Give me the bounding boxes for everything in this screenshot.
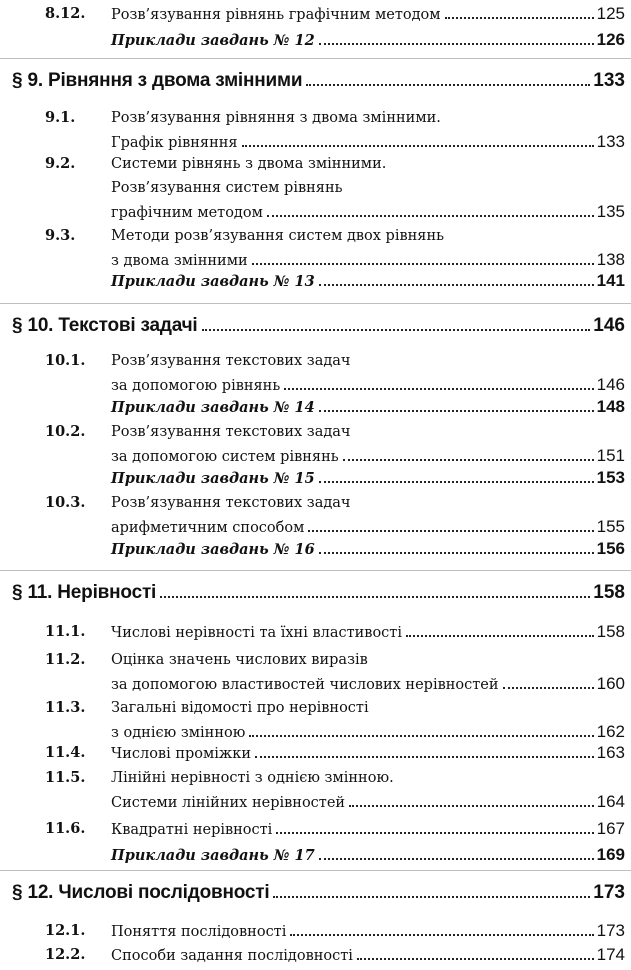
toc-examples-entry[interactable] [111,269,625,294]
subsection-title-text: Методи розв’язування систем двох рівнянь [111,228,445,244]
subsection-title-line [111,672,625,697]
subsection-title-line [111,200,625,225]
dot-leader [308,529,593,532]
dot-leader [276,831,593,834]
dot-leader [160,595,590,598]
subsection-number: 10.3. [45,494,86,511]
section-divider [0,303,631,304]
section-divider [0,570,631,571]
page-number: 169 [596,845,625,864]
page-number: 138 [596,250,625,269]
toc-examples-entry[interactable] [111,395,625,420]
dot-leader [202,328,591,331]
toc-examples-entry[interactable] [111,466,625,491]
dot-leader [319,857,594,860]
examples-title: Приклади завдань № 16 [111,541,315,558]
page-number: 174 [596,945,625,964]
subsection-title-text: Розв’язування систем рівнянь [111,180,343,196]
page-number: 141 [596,271,625,290]
toc-subsection-entry[interactable] [45,919,625,943]
toc-subsection-entry[interactable] [45,766,625,814]
subsection-title-line [111,152,625,176]
subsection-number: 11.3. [45,699,86,716]
dot-leader [349,804,594,807]
dot-leader [445,16,594,19]
subsection-title-line [111,696,625,720]
dot-leader [319,409,594,412]
dot-leader [357,957,594,960]
page-number: 126 [596,30,625,49]
dot-leader [319,42,594,45]
subsection-number: 11.5. [45,769,86,786]
section-divider [0,58,631,59]
toc-section-entry[interactable] [12,582,625,604]
page-number: 135 [596,202,625,221]
toc-examples-entry[interactable] [111,28,625,53]
subsection-title-line [111,919,625,944]
page-number: 133 [593,70,625,91]
toc-subsection-entry[interactable] [45,817,625,841]
dot-leader [406,634,594,637]
dot-leader [319,480,594,483]
subsection-title-line [111,620,625,645]
toc-section-entry[interactable] [12,70,625,92]
dot-leader [249,734,593,737]
page-number: 160 [596,674,625,693]
subsection-title-text: Системи лінійних нерівностей [111,795,346,811]
subsection-title-line [111,491,625,515]
toc-examples-entry[interactable] [111,843,625,868]
subsection-number: 10.1. [45,352,86,369]
toc-subsection-entry[interactable] [45,620,625,644]
page-number: 148 [596,397,625,416]
dot-leader [242,144,594,147]
section-title: § 10. Текстові задачі [12,315,198,336]
subsection-title-line [111,648,625,672]
dot-leader [273,895,590,898]
toc-examples-entry[interactable] [111,537,625,562]
examples-title: Приклади завдань № 17 [111,847,315,864]
examples-title: Приклади завдань № 14 [111,399,315,416]
subsection-title-text: за допомогою систем рівнянь [111,449,339,465]
dot-leader [252,262,594,265]
subsection-title-text: Загальні відомості про нерівності [111,700,369,716]
dot-leader [503,686,594,689]
examples-title: Приклади завдань № 12 [111,32,315,49]
dot-leader [290,933,593,936]
page-number: 153 [596,468,625,487]
examples-title: Приклади завдань № 15 [111,470,315,487]
page-number: 125 [596,4,625,23]
subsection-number: 12.2. [45,946,86,963]
subsection-title-text: Числові нерівності та їхні властивості [111,625,402,641]
subsection-title-line [111,349,625,373]
toc-section-entry[interactable] [12,882,625,904]
page-number: 155 [596,517,625,536]
dot-leader [255,755,594,758]
toc-subsection-entry[interactable] [45,152,625,224]
subsection-number: 11.6. [45,820,86,837]
subsection-title-text: за допомогою рівнянь [111,378,281,394]
section-title: § 9. Рівняння з двома змінними [12,70,303,91]
subsection-title-line [111,790,625,815]
page-number: 151 [596,446,625,465]
subsection-title-text: за допомогою властивостей числових нерівностей [111,677,499,693]
page-number: 173 [596,921,625,940]
toc-section-entry[interactable] [12,315,625,337]
subsection-number: 8.12. [45,5,86,22]
toc-subsection-entry[interactable] [45,943,625,967]
section-title: § 12. Числові послідовності [12,882,270,903]
subsection-title-text: Розв’язування текстових задач [111,424,351,440]
subsection-title-text: Числові проміжки [111,746,252,762]
subsection-title-line [111,2,625,27]
subsection-number: 12.1. [45,922,86,939]
subsection-title-text: Розв’язування рівняння з двома змінними. [111,110,441,126]
subsection-title-text: Графік рівняння [111,135,238,151]
subsection-title-text: Розв’язування текстових задач [111,353,351,369]
dot-leader [319,283,594,286]
dot-leader [306,83,590,86]
toc-subsection-entry[interactable] [45,2,625,26]
subsection-number: 11.1. [45,623,86,640]
subsection-title-text: Квадратні нерівності [111,822,273,838]
page-number: 164 [596,792,625,811]
dot-leader [284,387,593,390]
page-number: 158 [596,622,625,641]
toc-subsection-entry[interactable] [45,349,625,397]
subsection-title-text: Лінійні нерівності з однією змінною. [111,770,394,786]
subsection-title-text: з двома змінними [111,253,248,269]
examples-title: Приклади завдань № 13 [111,273,315,290]
subsection-title-text: Розв’язування текстових задач [111,495,351,511]
subsection-title-line [111,817,625,842]
section-title: § 11. Нерівності [12,582,157,603]
subsection-title-line [111,106,625,130]
subsection-number: 9.2. [45,155,76,172]
subsection-number: 9.3. [45,227,76,244]
subsection-number: 11.4. [45,744,86,761]
toc-subsection-entry[interactable] [45,420,625,468]
subsection-title-line [111,176,625,200]
dot-leader [319,551,594,554]
page-number: 158 [593,582,625,603]
dot-leader [343,458,594,461]
subsection-title-text: з однією змінною [111,725,246,741]
toc-subsection-entry[interactable] [45,491,625,539]
page-number: 162 [596,722,625,741]
subsection-number: 11.2. [45,651,86,668]
subsection-title-text: графічним методом [111,205,263,221]
page-number: 146 [593,315,625,336]
page-number: 133 [596,132,625,151]
page-number: 173 [593,882,625,903]
dot-leader [267,214,594,217]
page-number: 146 [596,375,625,394]
subsection-number: 9.1. [45,109,76,126]
page-number: 167 [596,819,625,838]
toc-subsection-entry[interactable] [45,106,625,154]
subsection-title-text: Поняття послідовності [111,924,287,940]
toc-subsection-entry[interactable] [45,696,625,744]
page-number: 156 [596,539,625,558]
subsection-title-line [111,420,625,444]
subsection-title-text: арифметичним способом [111,520,305,536]
section-divider [0,870,631,871]
toc-subsection-entry[interactable] [45,648,625,696]
subsection-title-text: Системи рівнянь з двома змінними. [111,156,387,172]
subsection-title-text: Оцінка значень числових виразів [111,652,368,668]
toc-subsection-entry[interactable] [45,741,625,765]
subsection-title-text: Розв’язування рівнянь графічним методом [111,7,441,23]
subsection-title-text: Способи задання послідовності [111,948,353,964]
subsection-title-line [111,766,625,790]
subsection-number: 10.2. [45,423,86,440]
subsection-title-line [111,943,625,968]
subsection-title-line [111,224,625,248]
subsection-title-line [111,741,625,766]
toc-subsection-entry[interactable] [45,224,625,272]
page-number: 163 [596,743,625,762]
